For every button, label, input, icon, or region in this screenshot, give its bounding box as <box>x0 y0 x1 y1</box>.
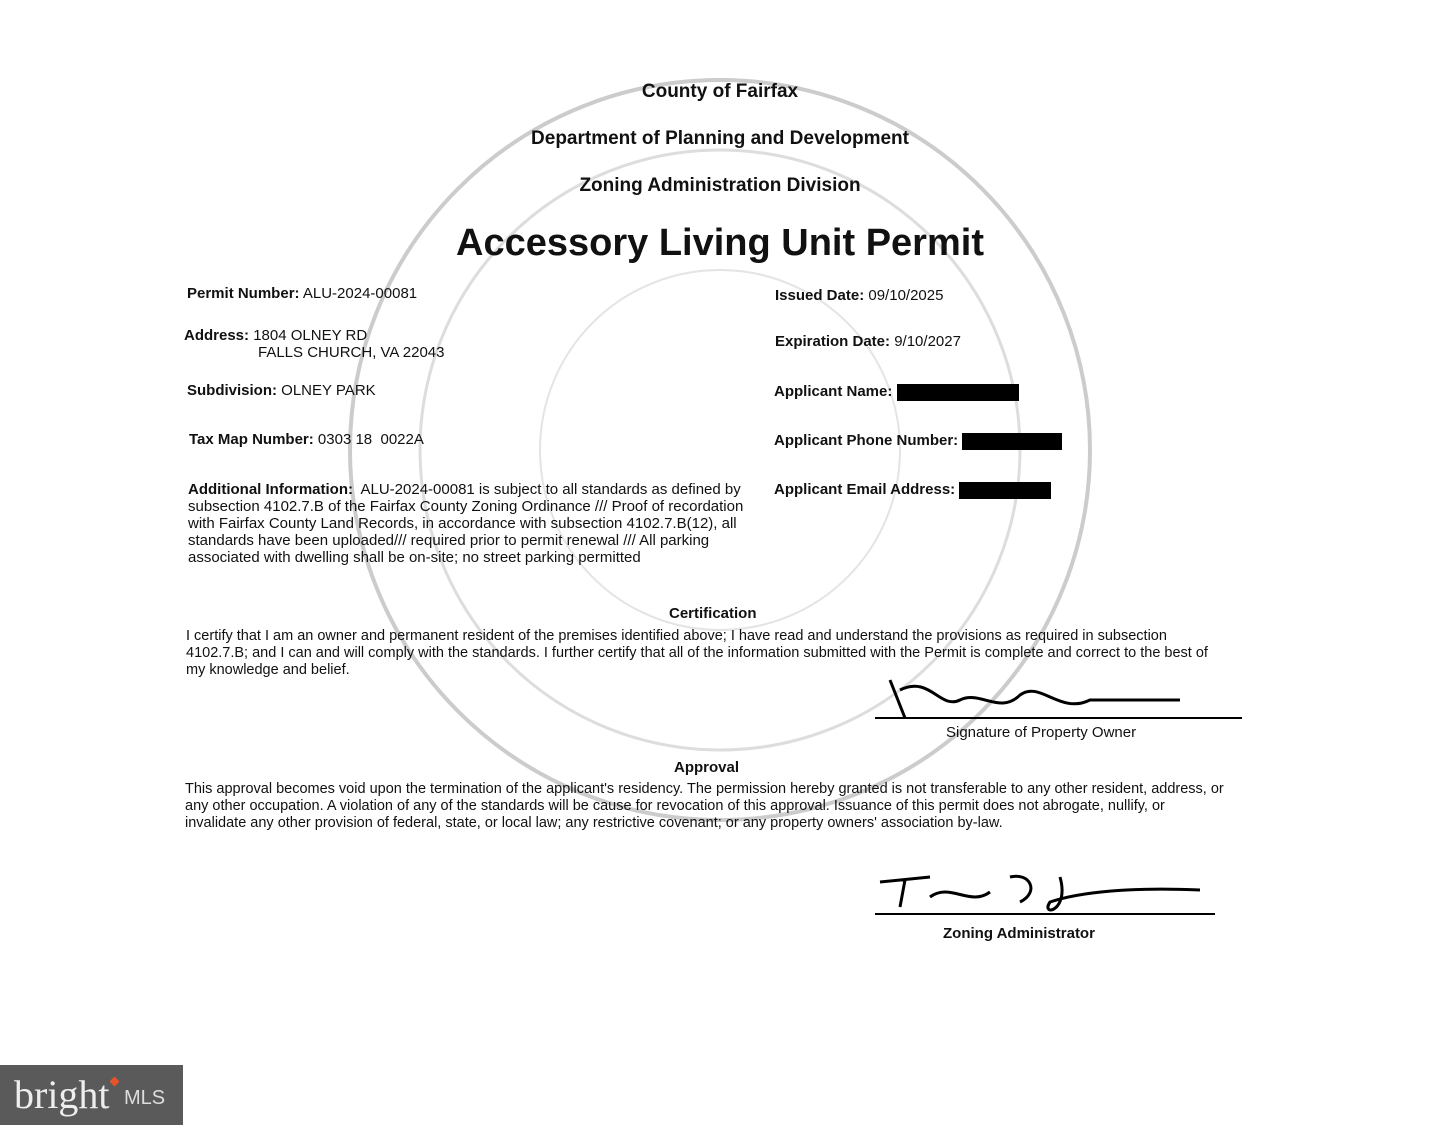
value: 09/10/2025 <box>868 287 944 304</box>
document-title: Accessory Living Unit Permit <box>456 222 984 264</box>
label: Tax Map Number: <box>189 431 314 448</box>
approval-heading: Approval <box>674 759 740 776</box>
label: Address: <box>184 327 250 344</box>
value: 1804 OLNEY RD <box>253 327 368 344</box>
value: 9/10/2027 <box>894 333 961 350</box>
applicant-name <box>774 383 1019 401</box>
value: ALU-2024-00081 <box>302 285 418 302</box>
logo-brand: bright <box>14 1072 110 1117</box>
label: Permit Number: <box>187 285 300 302</box>
permit-number <box>187 285 417 302</box>
tax-map-number <box>189 431 424 448</box>
division-name: Zoning Administration Division <box>579 175 861 196</box>
redaction-bar <box>959 482 1051 499</box>
logo-spark-icon <box>110 1077 120 1087</box>
expiration-date <box>775 333 961 350</box>
address <box>184 327 444 361</box>
subdivision <box>187 382 376 399</box>
value: ALU-2024-00081 is subject to all standards as defined by subsection 4102.7.B of the Fairfax County Zoning Ordinance /// Proof of recordation with Fairfax County Land Records, in accordance with subsection 4102.7.B(12), all standards have been uploaded/// required prior to permit renewal /// All parking associated with dwelling shall be on-site; no street parking permitted <box>188 481 744 566</box>
label: Applicant Phone Number: <box>774 432 959 449</box>
administrator-signature <box>870 862 1220 922</box>
owner-signature <box>870 670 1250 725</box>
applicant-phone <box>774 432 1062 450</box>
redaction-bar <box>962 433 1062 450</box>
value: FALLS CHURCH, VA 22043 <box>258 344 445 361</box>
label: Applicant Name: <box>774 383 893 400</box>
label: Expiration Date: <box>775 333 891 350</box>
bright-mls-logo <box>0 1065 183 1125</box>
administrator-label: Zoning Administrator <box>943 925 1095 942</box>
owner-signature-label: Signature of Property Owner <box>946 724 1137 741</box>
redaction-bar <box>897 384 1019 401</box>
certification-text: I certify that I am an owner and permanent resident of the premises identified above; I have read and understand the provisions as required in subsection 4102.7.B; and I can and will comply with the standards. I further certify that all of the information submitted with the Permit is complete and correct to the best of my knowledge and belief. <box>186 628 1208 678</box>
additional-information <box>188 481 748 566</box>
label: Additional Information: <box>188 481 353 498</box>
county-name: County of Fairfax <box>641 81 799 102</box>
label: Applicant Email Address: <box>774 481 956 498</box>
issued-date <box>775 287 943 304</box>
department-name: Department of Planning and Development <box>531 128 909 149</box>
logo-suffix: MLS <box>124 1087 166 1109</box>
certification-heading: Certification <box>669 605 757 622</box>
label: Issued Date: <box>775 287 865 304</box>
value: 0303 18 0022A <box>317 431 424 448</box>
approval-text: This approval becomes void upon the termination of the applicant's residency. The permission hereby granted is not transferable to any other resident, address, or any other occupation. A violation of any of the standards will be cause for revocation of this approval. Issuance of this permit does not abrogate, nullify, or invalidate any other provision of federal, state, or local law; any restrictive covenant; or any property owners' association by-law. <box>185 781 1224 831</box>
applicant-email <box>774 481 1051 499</box>
value: OLNEY PARK <box>281 382 376 399</box>
label: Subdivision: <box>187 382 277 399</box>
